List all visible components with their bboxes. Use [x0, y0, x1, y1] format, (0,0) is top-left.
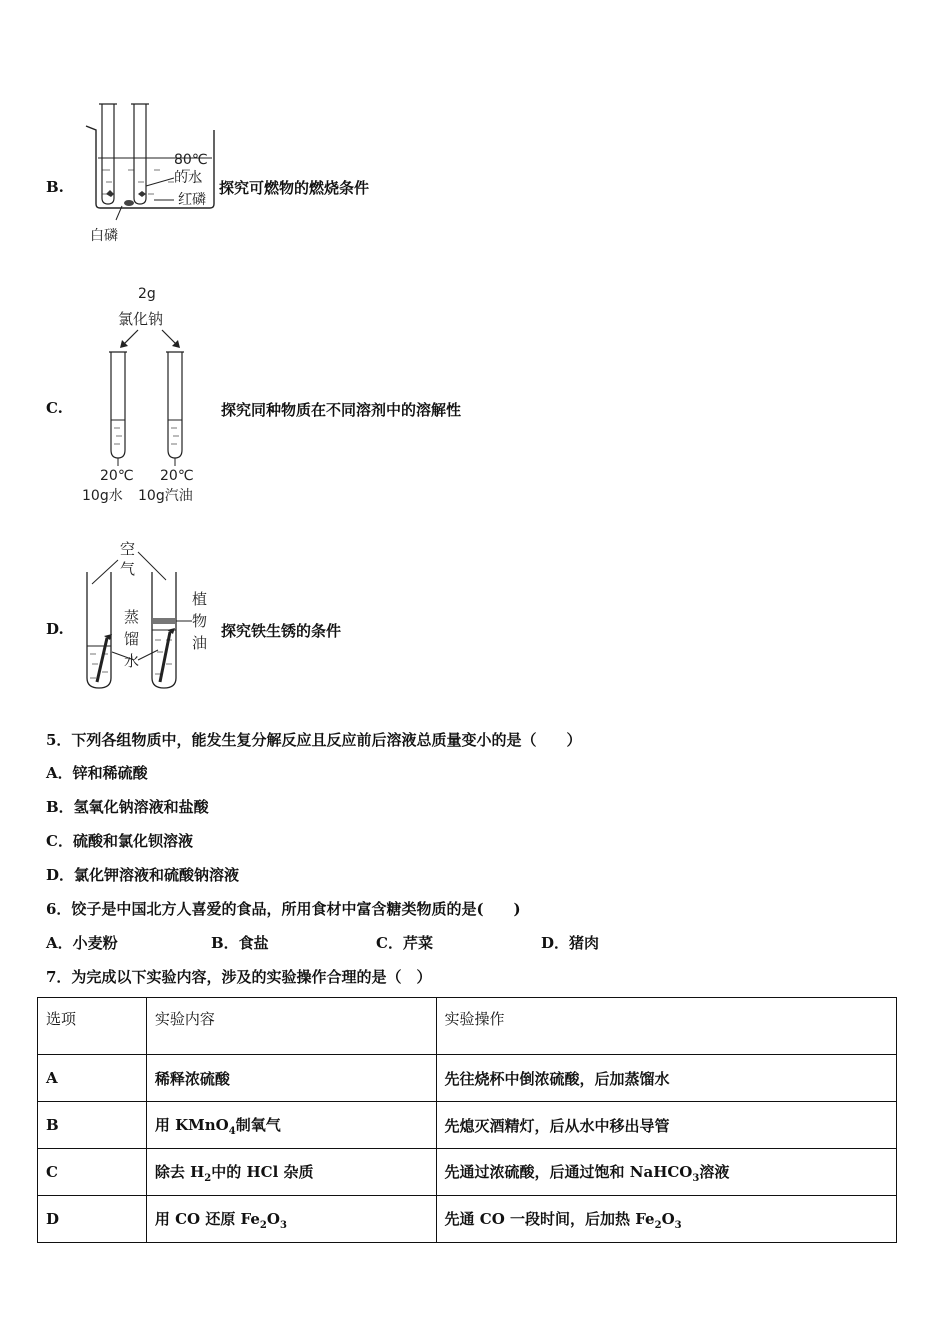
table-row: [38, 1149, 897, 1196]
label-sodium-chloride: 氯化钠: [118, 310, 164, 328]
label-distilled-1: 蒸: [124, 608, 140, 626]
table-row: [38, 1055, 897, 1102]
q5-option-d: D．氯化钾溶液和硫酸钠溶液: [46, 866, 240, 884]
label-20c-right: 20℃: [160, 468, 194, 484]
q6-option-d: D．猪肉: [541, 934, 600, 952]
q5-option-a: A．锌和稀硫酸: [46, 764, 148, 782]
row-a-content: 稀释浓硫酸: [146, 1055, 436, 1102]
row-c-option: C: [38, 1149, 147, 1196]
q6-option-b: B．食盐: [211, 934, 269, 952]
q5-option-c: C．硫酸和氯化钡溶液: [46, 832, 193, 850]
option-c-letter: C.: [46, 399, 63, 417]
table-row: [38, 1196, 897, 1243]
row-d-option: D: [38, 1196, 147, 1243]
label-distilled-3: 水: [124, 652, 140, 670]
solubility-tubes-diagram: [78, 280, 218, 510]
option-d-caption: 探究铁生锈的条件: [221, 622, 342, 640]
q6-option-c: C．芹菜: [376, 934, 433, 952]
row-b-operation: 先熄灭酒精灯，后从水中移出导管: [436, 1102, 896, 1149]
table-row: [38, 1102, 897, 1149]
row-d-content: 用 CO 还原 $Fe_2O_3$: [146, 1196, 436, 1243]
row-a-option: A: [38, 1055, 147, 1102]
label-white-phosphorus: 白磷: [90, 228, 118, 244]
label-20c-left: 20℃: [100, 468, 134, 484]
row-a-operation: 先往烧杯中倒浓硫酸，后加蒸馏水: [436, 1055, 896, 1102]
label-distilled-2: 馏: [124, 630, 140, 648]
combustion-apparatus-diagram: [82, 98, 222, 248]
header-content: 实验内容: [146, 998, 436, 1055]
label-10g-gasoline: 10g汽油: [138, 488, 193, 504]
option-b-caption: 探究可燃物的燃烧条件: [219, 179, 370, 197]
label-oil-3: 油: [192, 634, 208, 652]
option-d-letter: D.: [46, 620, 64, 638]
label-80c: 80℃: [174, 152, 208, 168]
q7-table: [37, 997, 897, 1243]
option-b-letter: B.: [46, 178, 64, 196]
row-b-option: B: [38, 1102, 147, 1149]
option-c-caption: 探究同种物质在不同溶剂中的溶解性: [221, 401, 462, 419]
label-10g-water: 10g水: [82, 488, 123, 504]
row-b-content: 用 KMnO$_4$制氧气: [146, 1102, 436, 1149]
row-d-operation: 先通 CO 一段时间，后加热 $Fe_2O_3$: [436, 1196, 896, 1243]
table-header-row: [38, 998, 897, 1055]
label-water: 的水: [174, 170, 202, 186]
q6-stem: 6．饺子是中国北方人喜爱的食品，所用食材中富含糖类物质的是( ): [46, 900, 521, 918]
row-c-operation: 先通过浓硫酸，后通过饱和 NaHCO$_3$溶液: [436, 1149, 896, 1196]
q5-option-b: B．氢氧化钠溶液和盐酸: [46, 798, 209, 816]
label-air-1: 空: [120, 540, 136, 558]
label-2g: 2g: [138, 286, 156, 302]
label-oil-2: 物: [192, 612, 208, 630]
header-operation: 实验操作: [436, 998, 896, 1055]
label-oil-1: 植: [192, 590, 208, 608]
label-red-phosphorus: 红磷: [178, 192, 206, 208]
q7-stem: 7．为完成以下实验内容，涉及的实验操作合理的是（ ）: [46, 968, 432, 986]
rusting-tubes-diagram: [80, 538, 220, 690]
q5-stem: 5．下列各组物质中，能发生复分解反应且反应前后溶液总质量变小的是（ ）: [46, 731, 582, 749]
label-air-2: 气: [120, 560, 136, 578]
q6-option-a: A．小麦粉: [46, 934, 118, 952]
row-c-content: 除去 $H_2$中的 HCl 杂质: [146, 1149, 436, 1196]
header-option: 选项: [38, 998, 147, 1055]
